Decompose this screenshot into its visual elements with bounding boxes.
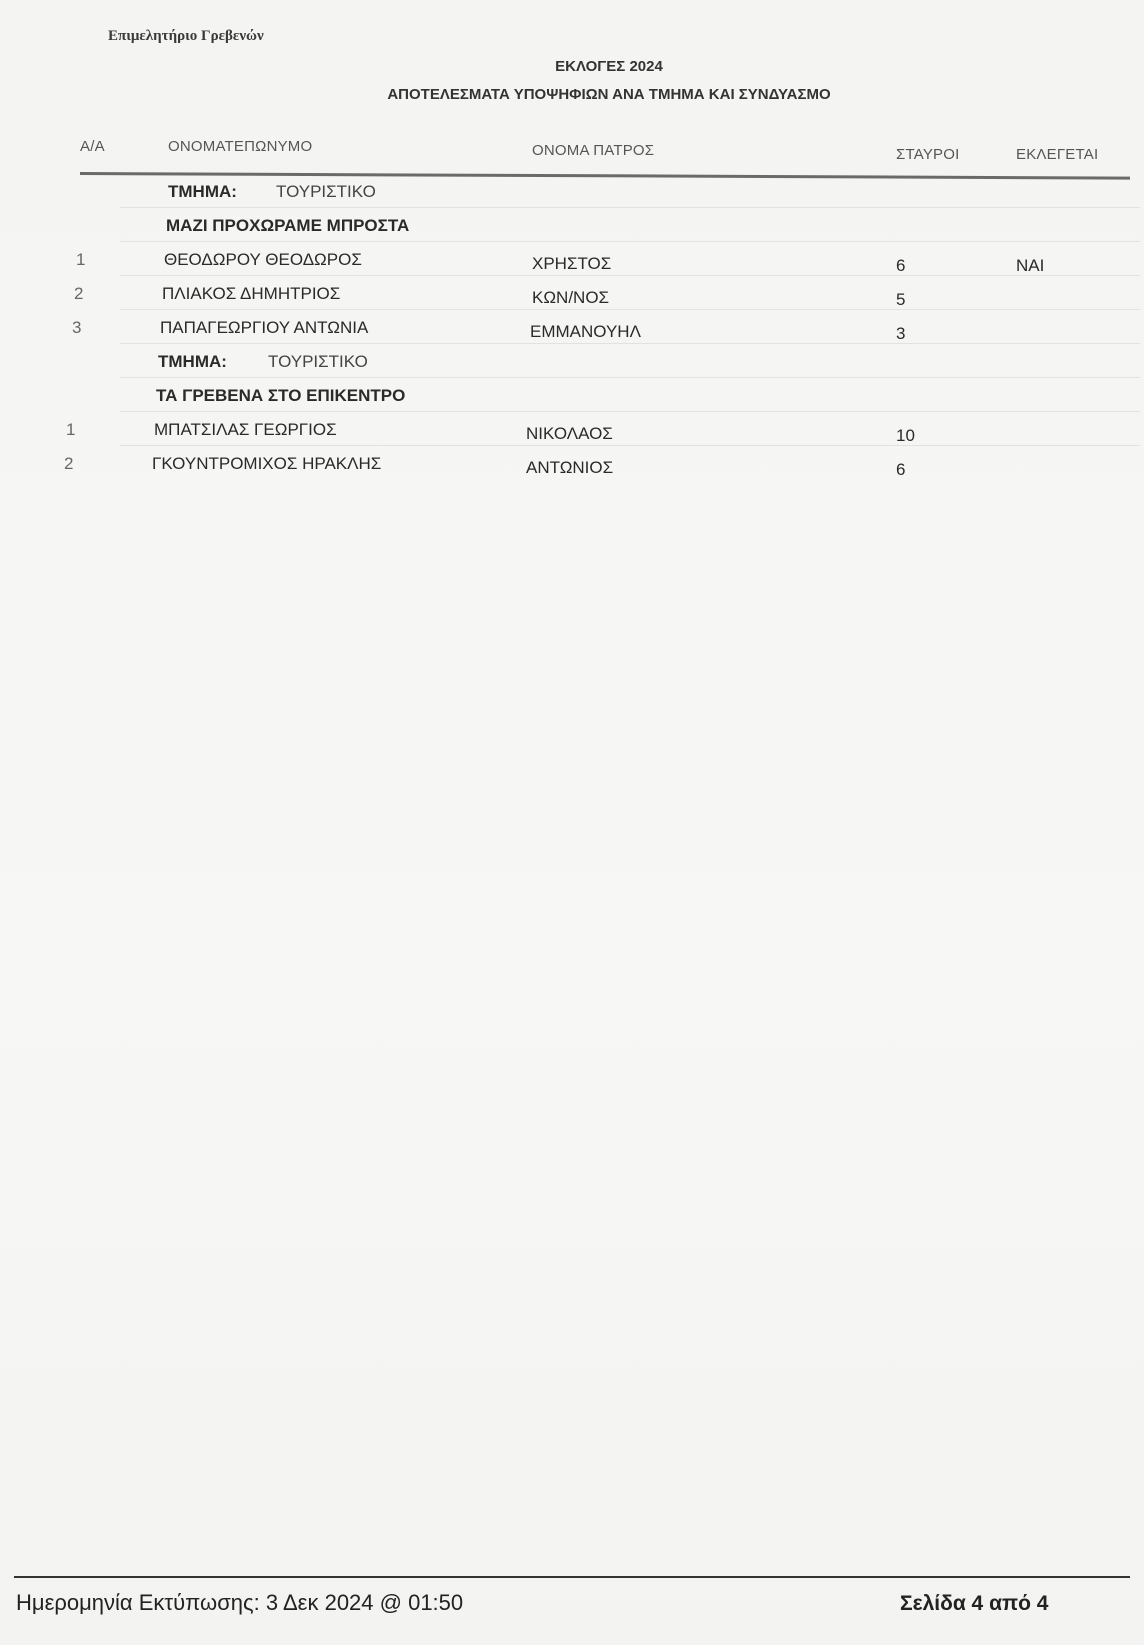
row-aa: 1: [66, 420, 76, 439]
print-date: Ημερομηνία Εκτύπωσης: 3 Δεκ 2024 @ 01:50: [16, 1590, 464, 1615]
coalition-name: ΤΑ ΓΡΕΒΕΝΑ ΣΤΟ ΕΠΙΚΕΝΤΡΟ: [156, 386, 406, 405]
section-name: ΤΟΥΡΙΣΤΙΚΟ: [276, 182, 376, 201]
header-aa: Α/Α: [80, 138, 105, 155]
table-row: [60, 310, 1140, 344]
table-row: [60, 412, 1140, 446]
header-name: ΟΝΟΜΑΤΕΠΩΝΥΜΟ: [168, 138, 313, 155]
section-row: [60, 344, 1140, 378]
table-row: [60, 446, 1140, 480]
row-name: ΠΛΙΑΚΟΣ ΔΗΜΗΤΡΙΟΣ: [162, 284, 341, 303]
row-votes: 5: [896, 290, 906, 309]
header-elected: ΕΚΛΕΓΕΤΑΙ: [1016, 146, 1099, 163]
page-number: Σελίδα 4 από 4: [900, 1592, 1049, 1615]
section-name: ΤΟΥΡΙΣΤΙΚΟ: [268, 352, 368, 371]
row-votes: 6: [896, 460, 906, 479]
table-row: [60, 242, 1140, 276]
row-aa: 2: [74, 284, 84, 303]
coalition-row: [60, 208, 1140, 242]
row-aa: 3: [72, 318, 82, 337]
row-father: ΕΜΜΑΝΟΥΗΛ: [530, 322, 641, 341]
row-votes: 6: [896, 256, 906, 275]
header-votes: ΣΤΑΥΡΟΙ: [896, 146, 960, 163]
coalition-row: [60, 378, 1140, 412]
row-name: ΘΕΟΔΩΡΟΥ ΘΕΟΔΩΡΟΣ: [164, 250, 362, 269]
organization-name: Επιμελητήριο Γρεβενών: [108, 28, 264, 44]
row-elected: ΝΑΙ: [1016, 256, 1045, 275]
row-votes: 3: [896, 324, 906, 343]
section-label: ΤΜΗΜΑ:: [158, 352, 227, 371]
document-title: ΕΚΛΟΓΕΣ 2024: [555, 58, 663, 75]
row-father: ΝΙΚΟΛΑΟΣ: [526, 424, 613, 443]
section-label: ΤΜΗΜΑ:: [168, 182, 237, 201]
row-name: ΠΑΠΑΓΕΩΡΓΙΟΥ ΑΝΤΩΝΙΑ: [160, 318, 369, 337]
table-row: [60, 276, 1140, 310]
header-father: ΟΝΟΜΑ ΠΑΤΡΟΣ: [532, 142, 655, 159]
row-name: ΜΠΑΤΣΙΛΑΣ ΓΕΩΡΓΙΟΣ: [154, 420, 337, 439]
row-father: ΑΝΤΩΝΙΟΣ: [526, 458, 614, 477]
row-aa: 1: [76, 250, 86, 269]
row-father: ΧΡΗΣΤΟΣ: [532, 254, 612, 273]
row-aa: 2: [64, 454, 74, 473]
footer-divider: [14, 1576, 1130, 1578]
section-row: [60, 174, 1140, 208]
row-name: ΓΚΟΥΝΤΡΟΜΙΧΟΣ ΗΡΑΚΛΗΣ: [152, 454, 382, 473]
coalition-name: ΜΑΖΙ ΠΡΟΧΩΡΑΜΕ ΜΠΡΟΣΤΑ: [166, 216, 410, 235]
row-father: ΚΩΝ/ΝΟΣ: [532, 288, 610, 307]
document-subtitle: ΑΠΟΤΕΛΕΣΜΑΤΑ ΥΠΟΨΗΦΙΩΝ ΑΝΑ ΤΜΗΜΑ ΚΑΙ ΣΥΝΔΥΑΣΜΟ: [387, 86, 831, 103]
row-votes: 10: [896, 426, 915, 445]
